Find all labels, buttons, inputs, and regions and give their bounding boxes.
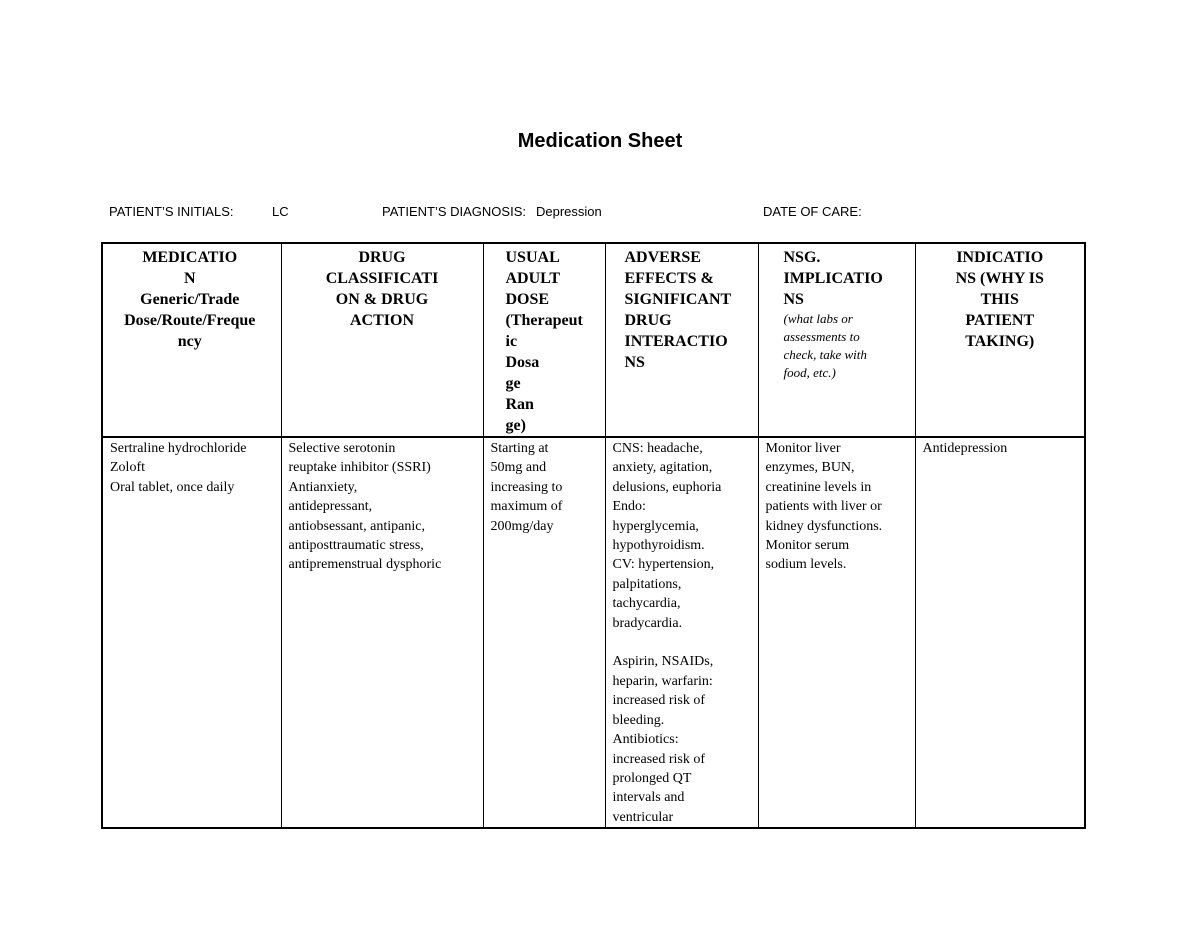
table-header-row <box>102 243 1085 437</box>
header-nsg-text: NSG. IMPLICATIO NS <box>783 249 883 308</box>
cell-adverse <box>605 437 758 828</box>
header-adverse <box>605 243 758 437</box>
header-dose-text: USUAL ADULT DOSE (Therapeut ic Dosa ge Ran ge) <box>505 249 583 434</box>
cell-dose-text: Starting at 50mg and increasing to maximum of 200mg/day <box>490 441 563 534</box>
header-medication-text: MEDICATIO N Generic/Trade Dose/Route/Freque ncy <box>124 249 256 350</box>
medication-table <box>101 242 1086 829</box>
cell-medication-text: Sertraline hydrochloride Zoloft Oral tablet, once daily <box>110 441 247 495</box>
cell-nsg <box>758 437 915 828</box>
header-nsg-note: (what labs or assessments to check, take with food, etc.) <box>783 311 867 380</box>
header-nsg <box>758 243 915 437</box>
cell-classification <box>281 437 483 828</box>
header-indications-text: INDICATIO NS (WHY IS THIS PATIENT TAKING) <box>955 249 1044 350</box>
page-title: Medication Sheet <box>517 130 683 152</box>
header-dose <box>483 243 605 437</box>
cell-classification-text: Selective serotonin reuptake inhibitor (SSRI) Antianxiety, antidepressant, antiobsessant, antipanic, antiposttraumatic stress, antipremenstrual dysphoric <box>288 441 442 573</box>
diagnosis-value: Depression <box>536 204 602 219</box>
date-label: DATE OF CARE: <box>763 204 862 219</box>
cell-dose <box>483 437 605 828</box>
cell-medication <box>102 437 281 828</box>
header-classification-text: DRUG CLASSIFICATI ON & DRUG ACTION <box>325 249 439 329</box>
diagnosis-label: PATIENT’S DIAGNOSIS: <box>382 204 526 219</box>
cell-adverse-text: CNS: headache, anxiety, agitation, delusions, euphoria Endo: hyperglycemia, hypothyroidism. CV: hypertension, palpitations, tachycardia, bradycardia. Aspirin, NSAIDs, heparin, warfarin: increased risk of bleeding. Antibiotics: increased risk of prolonged QT intervals and ventricular <box>612 441 722 825</box>
cell-nsg-text: Monitor liver enzymes, BUN, creatinine levels in patients with liver or kidney dysfunctions. Monitor serum sodium levels. <box>765 441 883 573</box>
cell-indications-text: Antidepression <box>922 441 1008 456</box>
initials-label: PATIENT’S INITIALS: <box>109 204 234 219</box>
header-adverse-text: ADVERSE EFFECTS & SIGNIFICANT DRUG INTERACTIO NS <box>624 249 732 371</box>
header-indications <box>915 243 1085 437</box>
initials-value: LC <box>272 204 289 219</box>
header-medication <box>102 243 281 437</box>
cell-indications <box>915 437 1085 828</box>
table-row <box>102 437 1085 828</box>
header-classification <box>281 243 483 437</box>
